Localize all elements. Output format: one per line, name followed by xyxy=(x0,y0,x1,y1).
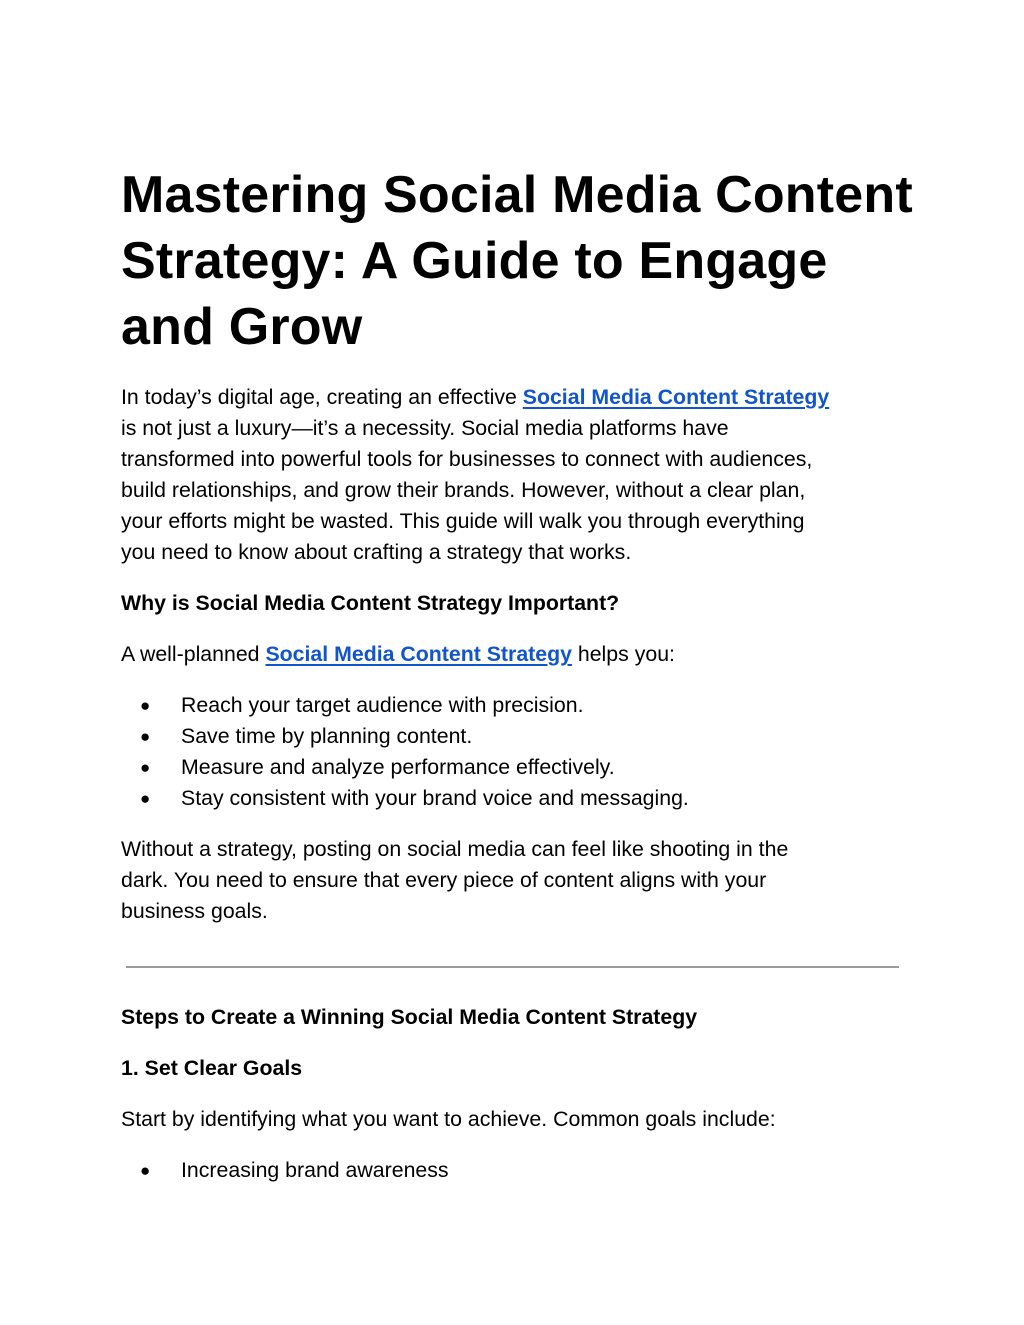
social-media-strategy-link[interactable]: Social Media Content Strategy xyxy=(522,385,830,409)
step1-intro-paragraph xyxy=(121,1104,911,1135)
paragraph-line: Start by identifying what you want to achieve. Common goals include: xyxy=(121,1107,776,1131)
well-planned-suffix: helps you: xyxy=(571,642,675,666)
intro-paragraph xyxy=(121,382,911,568)
bullet-icon: ● xyxy=(140,1161,151,1180)
intro-line: build relationships, and grow their brands. However, without a clear plan, xyxy=(121,478,806,502)
paragraph-line: business goals. xyxy=(121,899,268,923)
intro-line: is not just a luxury—it’s a necessity. Social media platforms have xyxy=(121,416,729,440)
paragraph-line: dark. You need to ensure that every piece of content aligns with your xyxy=(121,868,767,892)
intro-line: your efforts might be wasted. This guide will walk you through everything xyxy=(121,509,805,533)
paragraph-line: Without a strategy, posting on social media can feel like shooting in the xyxy=(121,837,789,861)
list-item-text: Reach your target audience with precision. xyxy=(181,693,584,717)
list-item xyxy=(121,752,689,783)
intro-prefix: In today’s digital age, creating an effective xyxy=(121,385,523,409)
step1-heading: 1. Set Clear Goals xyxy=(121,1056,303,1080)
list-item xyxy=(121,721,689,752)
intro-first-line xyxy=(121,382,911,413)
list-item-text: Measure and analyze performance effectively. xyxy=(181,755,615,779)
list-item xyxy=(121,783,689,814)
bullet-icon: ● xyxy=(140,789,151,808)
title-line: Mastering Social Media Content xyxy=(121,166,913,224)
well-planned-paragraph xyxy=(121,639,911,670)
why-heading: Why is Social Media Content Strategy Important? xyxy=(121,591,620,615)
document-title xyxy=(121,162,913,360)
list-item xyxy=(121,690,689,721)
bullet-icon: ● xyxy=(140,727,151,746)
without-strategy-paragraph xyxy=(121,834,911,927)
list-item-text: Stay consistent with your brand voice and messaging. xyxy=(181,786,689,810)
title-line: and Grow xyxy=(121,298,363,356)
list-item xyxy=(121,1155,449,1186)
goals-list xyxy=(121,1155,449,1186)
benefits-list xyxy=(121,690,689,814)
intro-line: transformed into powerful tools for businesses to connect with audiences, xyxy=(121,447,813,471)
list-item-text: Increasing brand awareness xyxy=(181,1158,449,1182)
steps-heading: Steps to Create a Winning Social Media Content Strategy xyxy=(121,1005,698,1029)
list-item-text: Save time by planning content. xyxy=(181,724,473,748)
title-line: Strategy: A Guide to Engage xyxy=(121,232,828,290)
intro-line: you need to know about crafting a strategy that works. xyxy=(121,540,632,564)
bullet-icon: ● xyxy=(140,696,151,715)
well-planned-line xyxy=(121,639,911,670)
horizontal-divider xyxy=(126,966,899,968)
social-media-strategy-link-2[interactable]: Social Media Content Strategy xyxy=(265,642,572,666)
well-planned-prefix: A well-planned xyxy=(121,642,266,666)
bullet-icon: ● xyxy=(140,758,151,777)
